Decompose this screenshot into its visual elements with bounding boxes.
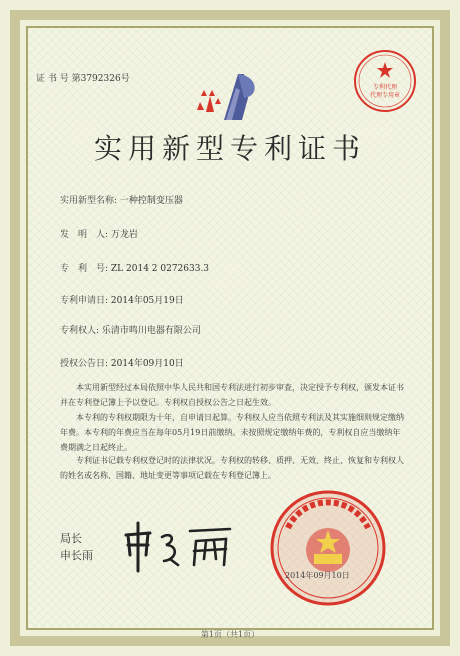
- national-seal-icon: [268, 488, 388, 608]
- body-p3-text: 专利证书记载专利权登记时的法律状况。专利权的转移、质押、无效、终止、恢复和专利权人的姓名或名称、国籍、地址变更等事项记载在专利登记簿上。: [60, 456, 404, 480]
- cert-number-label: 证 书 号: [36, 74, 69, 84]
- signatory-block: [60, 530, 93, 564]
- patent-number-label: 专 利 号:: [60, 264, 109, 274]
- grant-date-value: 2014年09月10日: [110, 359, 184, 369]
- grant-date-label: 授权公告日:: [60, 359, 109, 369]
- grant-date-row: [60, 356, 184, 369]
- apply-date-value: 2014年05月19日: [110, 296, 184, 306]
- page-title: 实用新型专利证书: [93, 132, 366, 165]
- body-paragraph-1: [60, 380, 405, 410]
- body-p2-text: 本专利的专利权期限为十年，自申请日起算。专利权人应当依照专利法及其实施细则规定缴纳年费。本专利的年费应当在每年05月19日前缴纳。未按照规定缴纳年费的，专利权自应当缴纳年费期满之日起终止。: [60, 413, 404, 452]
- name-label: 实用新型名称:: [60, 196, 118, 206]
- sipo-logo-icon: [196, 68, 264, 126]
- agency-seal-text: [370, 84, 400, 100]
- patent-number-value: ZL 2014 2 0272633.3: [110, 264, 210, 274]
- body-p1-text: 本实用新型经过本局依照中华人民共和国专利法进行初步审查，决定授予专利权，颁发本证书并在专利登记簿上予以登记。专利权自授权公告之日起生效。: [60, 383, 404, 407]
- inventor-value: 万龙岩: [110, 230, 138, 240]
- agency-seal-icon: [352, 48, 418, 114]
- holder-label: 专利权人:: [60, 326, 100, 336]
- certificate-number: [36, 71, 130, 84]
- name-row: [60, 193, 183, 206]
- body-paragraph-2: [60, 410, 405, 455]
- apply-date-label: 专利申请日:: [60, 296, 109, 306]
- body-paragraph-3: [60, 453, 405, 483]
- seal-date: 2014年09月10日: [285, 571, 350, 580]
- seal-line1: 专利代理: [372, 84, 397, 91]
- holder-row: [60, 323, 201, 336]
- seal-line2: 代理专用章: [370, 92, 401, 99]
- name-value: 一种控制变压器: [119, 196, 183, 206]
- handwritten-signature-icon: [118, 515, 238, 575]
- signatory-name: 申长雨: [60, 549, 93, 562]
- signatory-role: 局长: [60, 532, 82, 545]
- page-footer: 第1页（共1页）: [200, 630, 260, 639]
- holder-value: 乐清市鸣川电器有限公司: [101, 326, 201, 336]
- apply-date-row: [60, 293, 184, 306]
- patent-number-row: [60, 261, 209, 274]
- inventor-label: 发 明 人:: [60, 230, 109, 240]
- inventor-row: [60, 227, 138, 240]
- cert-number-value: 第3792326号: [71, 74, 130, 84]
